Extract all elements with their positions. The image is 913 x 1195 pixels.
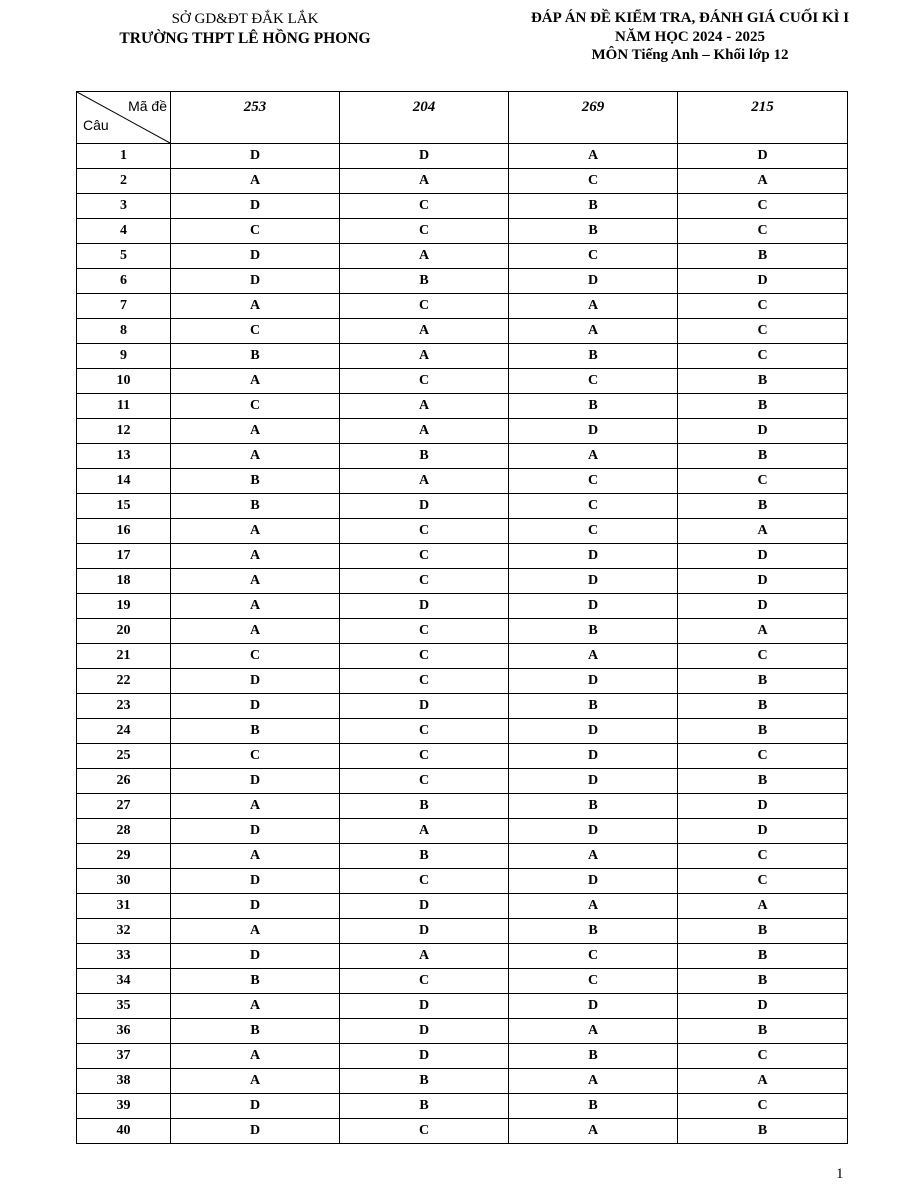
- answer-cell: B: [509, 344, 678, 369]
- exam-code-header: 204: [340, 92, 509, 144]
- answer-cell: C: [678, 294, 848, 319]
- answer-cell: A: [509, 1019, 678, 1044]
- answer-cell: D: [171, 669, 340, 694]
- answer-cell: B: [678, 1019, 848, 1044]
- answer-cell: D: [678, 794, 848, 819]
- answer-cell: A: [171, 844, 340, 869]
- question-number-cell: 40: [77, 1119, 171, 1144]
- question-number-cell: 7: [77, 294, 171, 319]
- answer-cell: D: [678, 269, 848, 294]
- answer-cell: D: [340, 919, 509, 944]
- answer-cell: B: [678, 244, 848, 269]
- answer-cell: D: [340, 1044, 509, 1069]
- answer-cell: B: [340, 1069, 509, 1094]
- question-number-cell: 23: [77, 694, 171, 719]
- answer-cell: C: [340, 969, 509, 994]
- corner-header-cell: [77, 92, 171, 144]
- answer-cell: A: [171, 369, 340, 394]
- answer-cell: D: [340, 894, 509, 919]
- answer-cell: D: [678, 994, 848, 1019]
- table-row: [77, 794, 848, 819]
- answer-cell: B: [340, 269, 509, 294]
- answer-cell: C: [171, 644, 340, 669]
- answer-cell: C: [678, 194, 848, 219]
- answer-cell: A: [171, 1069, 340, 1094]
- question-number-cell: 36: [77, 1019, 171, 1044]
- answer-cell: A: [171, 594, 340, 619]
- answer-cell: C: [678, 219, 848, 244]
- answer-cell: A: [509, 319, 678, 344]
- table-row: [77, 344, 848, 369]
- answer-cell: C: [171, 319, 340, 344]
- answer-cell: D: [340, 694, 509, 719]
- answer-cell: C: [678, 844, 848, 869]
- answer-cell: C: [340, 194, 509, 219]
- answer-cell: A: [171, 519, 340, 544]
- answer-cell: C: [678, 869, 848, 894]
- answer-cell: C: [678, 1044, 848, 1069]
- question-number-cell: 21: [77, 644, 171, 669]
- table-row: [77, 369, 848, 394]
- question-number-cell: 8: [77, 319, 171, 344]
- answer-cell: D: [509, 869, 678, 894]
- answer-cell: D: [340, 144, 509, 169]
- table-row: [77, 444, 848, 469]
- table-row: [77, 394, 848, 419]
- school-year: NĂM HỌC 2024 - 2025: [615, 28, 765, 45]
- table-row: [77, 244, 848, 269]
- answer-key-table: [76, 91, 848, 1144]
- answer-cell: B: [678, 969, 848, 994]
- answer-cell: A: [678, 169, 848, 194]
- question-number-cell: 19: [77, 594, 171, 619]
- answer-cell: D: [171, 944, 340, 969]
- table-row: [77, 594, 848, 619]
- answer-cell: C: [678, 319, 848, 344]
- answer-rows: [77, 144, 848, 1144]
- answer-cell: D: [678, 594, 848, 619]
- question-number-cell: 31: [77, 894, 171, 919]
- answer-cell: B: [678, 369, 848, 394]
- answer-cell: B: [678, 669, 848, 694]
- question-number-cell: 3: [77, 194, 171, 219]
- answer-cell: B: [340, 1094, 509, 1119]
- table-row: [77, 494, 848, 519]
- table-row: [77, 219, 848, 244]
- question-number-cell: 12: [77, 419, 171, 444]
- answer-cell: C: [678, 644, 848, 669]
- answer-cell: D: [678, 419, 848, 444]
- answer-cell: C: [678, 469, 848, 494]
- answer-cell: D: [509, 769, 678, 794]
- table-row: [77, 1094, 848, 1119]
- question-number-cell: 29: [77, 844, 171, 869]
- answer-cell: C: [509, 244, 678, 269]
- answer-cell: B: [509, 619, 678, 644]
- answer-cell: B: [509, 219, 678, 244]
- answer-cell: D: [171, 869, 340, 894]
- question-number-cell: 26: [77, 769, 171, 794]
- question-number-cell: 27: [77, 794, 171, 819]
- answer-cell: D: [171, 819, 340, 844]
- answer-cell: A: [171, 794, 340, 819]
- answer-cell: D: [678, 144, 848, 169]
- table-row: [77, 894, 848, 919]
- answer-cell: C: [340, 644, 509, 669]
- answer-cell: B: [340, 794, 509, 819]
- question-number-cell: 14: [77, 469, 171, 494]
- answer-cell: D: [509, 744, 678, 769]
- answer-cell: A: [678, 619, 848, 644]
- table-row: [77, 419, 848, 444]
- answer-cell: B: [509, 694, 678, 719]
- exam-code-header: 269: [509, 92, 678, 144]
- answer-cell: C: [340, 519, 509, 544]
- answer-cell: B: [678, 919, 848, 944]
- answer-cell: C: [678, 744, 848, 769]
- answer-cell: A: [171, 294, 340, 319]
- answer-cell: C: [678, 1094, 848, 1119]
- question-number-cell: 28: [77, 819, 171, 844]
- answer-cell: D: [171, 144, 340, 169]
- answer-cell: B: [509, 794, 678, 819]
- answer-cell: A: [171, 619, 340, 644]
- table-row: [77, 1019, 848, 1044]
- answer-cell: A: [340, 819, 509, 844]
- table-row: [77, 969, 848, 994]
- answer-cell: B: [678, 444, 848, 469]
- header-right: [470, 9, 910, 65]
- question-number-cell: 33: [77, 944, 171, 969]
- answer-cell: C: [340, 1119, 509, 1144]
- table-row: [77, 994, 848, 1019]
- answer-cell: D: [171, 894, 340, 919]
- question-number-cell: 38: [77, 1069, 171, 1094]
- question-number-cell: 10: [77, 369, 171, 394]
- answer-cell: A: [509, 1069, 678, 1094]
- answer-cell: A: [171, 569, 340, 594]
- answer-cell: A: [340, 244, 509, 269]
- table-row: [77, 669, 848, 694]
- answer-cell: A: [509, 294, 678, 319]
- answer-cell: D: [509, 544, 678, 569]
- answer-cell: C: [509, 169, 678, 194]
- answer-cell: C: [340, 544, 509, 569]
- answer-cell: A: [678, 894, 848, 919]
- answer-cell: C: [509, 519, 678, 544]
- table-row: [77, 844, 848, 869]
- answer-cell: A: [171, 994, 340, 1019]
- answer-cell: D: [340, 994, 509, 1019]
- table-row: [77, 694, 848, 719]
- answer-cell: D: [509, 569, 678, 594]
- answer-cell: C: [509, 969, 678, 994]
- answer-cell: B: [509, 394, 678, 419]
- answer-cell: B: [678, 769, 848, 794]
- document-title: ĐÁP ÁN ĐỀ KIỂM TRA, ĐÁNH GIÁ CUỐI KÌ I: [530, 10, 850, 26]
- answer-cell: B: [678, 944, 848, 969]
- table-row: [77, 519, 848, 544]
- answer-cell: C: [340, 369, 509, 394]
- table-row: [77, 294, 848, 319]
- question-number-cell: 37: [77, 1044, 171, 1069]
- answer-cell: C: [678, 344, 848, 369]
- answer-cell: D: [678, 544, 848, 569]
- answer-cell: A: [340, 394, 509, 419]
- answer-cell: B: [678, 394, 848, 419]
- answer-cell: A: [509, 644, 678, 669]
- answer-cell: B: [678, 494, 848, 519]
- table-row: [77, 1044, 848, 1069]
- answer-cell: C: [171, 744, 340, 769]
- school-name: TRƯỜNG THPT LÊ HỒNG PHONG: [119, 30, 371, 47]
- question-number-cell: 35: [77, 994, 171, 1019]
- question-number-cell: 32: [77, 919, 171, 944]
- question-number-cell: 25: [77, 744, 171, 769]
- question-number-cell: 9: [77, 344, 171, 369]
- question-number-cell: 2: [77, 169, 171, 194]
- answer-cell: D: [509, 819, 678, 844]
- header-left: [90, 9, 400, 49]
- answer-cell: D: [678, 569, 848, 594]
- answer-cell: A: [678, 1069, 848, 1094]
- question-number-cell: 16: [77, 519, 171, 544]
- answer-cell: D: [509, 994, 678, 1019]
- answer-cell: C: [509, 369, 678, 394]
- table-row: [77, 144, 848, 169]
- question-number-cell: 15: [77, 494, 171, 519]
- table-row: [77, 919, 848, 944]
- answer-cell: B: [171, 344, 340, 369]
- question-number-cell: 34: [77, 969, 171, 994]
- question-number-cell: 5: [77, 244, 171, 269]
- answer-cell: C: [509, 944, 678, 969]
- table-row: [77, 819, 848, 844]
- answer-cell: A: [171, 444, 340, 469]
- question-number-cell: 17: [77, 544, 171, 569]
- question-number-cell: 11: [77, 394, 171, 419]
- answer-cell: C: [340, 719, 509, 744]
- table-row: [77, 869, 848, 894]
- answer-cell: D: [509, 669, 678, 694]
- table-row: [77, 269, 848, 294]
- table-row: [77, 194, 848, 219]
- answer-cell: D: [171, 269, 340, 294]
- answer-cell: C: [340, 869, 509, 894]
- answer-cell: A: [509, 844, 678, 869]
- table-row: [77, 644, 848, 669]
- subject-line: MÔN Tiếng Anh – Khối lớp 12: [591, 47, 789, 63]
- exam-code-header: 215: [678, 92, 848, 144]
- page-number: 1: [836, 1166, 844, 1182]
- answer-cell: D: [509, 719, 678, 744]
- table-row: [77, 719, 848, 744]
- answer-cell: B: [678, 719, 848, 744]
- answer-cell: C: [340, 769, 509, 794]
- answer-cell: C: [171, 219, 340, 244]
- answer-cell: A: [340, 419, 509, 444]
- question-number-cell: 24: [77, 719, 171, 744]
- answer-cell: D: [509, 594, 678, 619]
- table-row: [77, 619, 848, 644]
- answer-cell: B: [171, 469, 340, 494]
- answer-cell: C: [340, 669, 509, 694]
- answer-cell: D: [678, 819, 848, 844]
- table-row: [77, 569, 848, 594]
- question-number-cell: 13: [77, 444, 171, 469]
- table-row: [77, 744, 848, 769]
- answer-cell: B: [509, 1094, 678, 1119]
- answer-cell: A: [340, 319, 509, 344]
- question-number-cell: 39: [77, 1094, 171, 1119]
- answer-cell: B: [171, 494, 340, 519]
- answer-cell: C: [509, 494, 678, 519]
- question-number-cell: 4: [77, 219, 171, 244]
- answer-cell: B: [509, 194, 678, 219]
- table-row: [77, 544, 848, 569]
- table-row: [77, 469, 848, 494]
- answer-cell: A: [509, 1119, 678, 1144]
- answer-cell: A: [509, 444, 678, 469]
- table-row: [77, 944, 848, 969]
- answer-cell: A: [340, 169, 509, 194]
- answer-cell: C: [340, 744, 509, 769]
- answer-cell: D: [340, 494, 509, 519]
- exam-code-label: Mã đề: [128, 98, 167, 114]
- question-number-cell: 18: [77, 569, 171, 594]
- answer-cell: B: [171, 719, 340, 744]
- answer-cell: A: [171, 919, 340, 944]
- table-row: [77, 769, 848, 794]
- table-row: [77, 169, 848, 194]
- exam-code-header: 253: [171, 92, 340, 144]
- answer-cell: A: [509, 894, 678, 919]
- answer-cell: D: [509, 419, 678, 444]
- answer-cell: C: [171, 394, 340, 419]
- answer-cell: B: [509, 1044, 678, 1069]
- answer-cell: D: [171, 1094, 340, 1119]
- answer-cell: C: [509, 469, 678, 494]
- answer-cell: C: [340, 294, 509, 319]
- answer-cell: A: [340, 944, 509, 969]
- answer-cell: B: [678, 1119, 848, 1144]
- answer-cell: A: [171, 1044, 340, 1069]
- answer-cell: B: [678, 694, 848, 719]
- answer-cell: D: [340, 594, 509, 619]
- answer-cell: A: [171, 544, 340, 569]
- answer-cell: B: [171, 969, 340, 994]
- answer-cell: A: [678, 519, 848, 544]
- answer-cell: C: [340, 569, 509, 594]
- answer-cell: B: [340, 844, 509, 869]
- question-number-cell: 30: [77, 869, 171, 894]
- question-number-cell: 6: [77, 269, 171, 294]
- answer-cell: B: [171, 1019, 340, 1044]
- answer-cell: D: [509, 269, 678, 294]
- answer-cell: B: [340, 444, 509, 469]
- answer-cell: B: [509, 919, 678, 944]
- answer-cell: D: [171, 194, 340, 219]
- table-row: [77, 1069, 848, 1094]
- answer-cell: A: [509, 144, 678, 169]
- question-number-cell: 20: [77, 619, 171, 644]
- question-number-cell: 1: [77, 144, 171, 169]
- table-header-row: [77, 92, 848, 144]
- answer-cell: D: [171, 244, 340, 269]
- table-row: [77, 319, 848, 344]
- answer-cell: A: [171, 169, 340, 194]
- answer-cell: D: [340, 1019, 509, 1044]
- table-row: [77, 1119, 848, 1144]
- answer-cell: A: [340, 469, 509, 494]
- answer-cell: D: [171, 1119, 340, 1144]
- answer-cell: C: [340, 619, 509, 644]
- question-number-cell: 22: [77, 669, 171, 694]
- answer-cell: D: [171, 694, 340, 719]
- answer-cell: A: [171, 419, 340, 444]
- department-name: SỞ GD&ĐT ĐẮK LẮK: [171, 11, 319, 27]
- answer-cell: A: [340, 344, 509, 369]
- question-label: Câu: [83, 117, 109, 133]
- answer-cell: D: [171, 769, 340, 794]
- answer-cell: C: [340, 219, 509, 244]
